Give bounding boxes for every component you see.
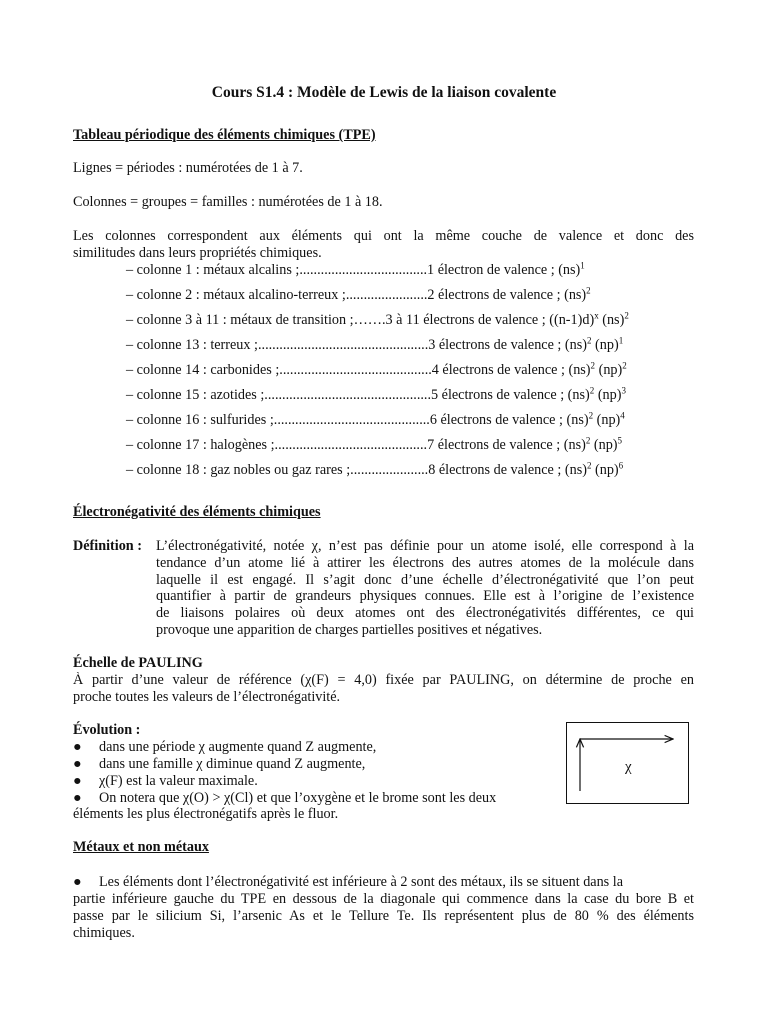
bullet-icon: ● [73,739,82,755]
column-row [126,262,686,279]
column-exponent-2: 1 [618,335,624,346]
evolution-bullet-text: χ(F) est la valeur maximale. [99,773,258,789]
column-row [126,462,686,479]
column-label: – colonne 18 : gaz nobles ou gaz rares ; [126,462,351,478]
column-value-tail: (np) [594,387,622,403]
column-exponent-1: 2 [590,360,596,371]
section-heading-electronegativite: Électronégativité des éléments chimiques [73,504,321,520]
bullet-icon: ● [73,773,82,789]
column-value: 8 électrons de valence ; (ns) [428,462,587,478]
metaux-line-2: partie inférieure gauche du TPE en dessous de la diagonale qui commence dans la case du bore B et [73,891,694,907]
column-row [126,312,686,329]
pauling-line-2: proche toutes les valeurs de l’électronégativité. [73,689,341,705]
bullet-icon: ● [73,756,82,772]
column-label: – colonne 15 : azotides ; [126,387,265,403]
column-row [126,387,686,404]
pauling-line-1: À partir d’une valeur de référence (χ(F) = 4,0) fixée par PAULING, on détermine de proche en [73,672,694,688]
column-label: – colonne 2 : métaux alcalino-terreux ; [126,287,346,303]
column-value-tail: (np) [591,337,619,353]
column-row [126,287,686,304]
column-exponent-2: 2 [622,360,627,371]
metaux-line-1-text: Les éléments dont l’électronégativité est inférieure à 2 sont des métaux, ils se situent dans la [99,874,623,890]
column-value: 3 à 11 électrons de valence ; ((n-1)d) [385,312,595,328]
column-value: 6 électrons de valence ; (ns) [429,412,589,428]
column-dots: ............................................ [273,412,430,428]
column-value-tail: (ns) [598,312,625,328]
column-label: – colonne 16 : sulfurides ; [126,412,274,428]
definition-line: quantifier à partir de grandeurs physiques connues. Elle est à l’origine de l’existence [156,588,694,605]
evolution-bullet-continuation: éléments les plus électronégatifs après le fluor. [73,806,339,822]
evolution-heading: Évolution : [73,722,141,738]
column-exponent-1: 1 [580,260,585,271]
electronegativity-trend-diagram [566,722,689,804]
evolution-bullet [73,790,496,807]
definition-line: laquelle il est engagé. Il s’agit donc d’une échelle d’électronégativité que l’on peut [156,571,694,588]
column-exponent-2: 6 [618,460,624,471]
definition-line: de liaisons polaires où deux atomes ont des électronégativités différentes, ce qui [156,605,694,622]
definition-line: provoque une apparition de charges partielles positives et négatives. [156,622,543,638]
column-value-tail: (np) [591,462,619,478]
column-value: 7 électrons de valence ; (ns) [427,437,586,453]
column-value: 2 électrons de valence ; (ns) [427,287,587,303]
column-value: 5 électrons de valence ; (ns) [431,387,590,403]
column-dots: ........................................... [274,437,428,453]
column-value: 4 électrons de valence ; (ns) [431,362,591,378]
evolution-bullet-text: On notera que χ(O) > χ(Cl) et que l’oxygène et le brome sont les deux [99,790,497,806]
column-row [126,337,686,354]
column-label: – colonne 1 : métaux alcalins ; [126,262,300,278]
definition-label: Définition : [73,538,142,554]
column-dots: .................................... [299,262,428,278]
evolution-bullet-text: dans une famille χ diminue quand Z augmente, [99,756,366,772]
column-exponent-1: 2 [588,410,594,421]
metaux-line-3: passe par le silicium Si, l’arsenic As et le Tellure Te. Ils représentent plus de 80 % des éléments [73,908,694,924]
section-heading-tpe: Tableau périodique des éléments chimiques (TPE) [73,127,376,143]
section-heading-metaux: Métaux et non métaux [73,839,209,855]
column-row [126,437,686,454]
evolution-bullet [73,773,258,790]
column-row [126,362,686,379]
definition-line: L’électronégativité, notée χ, n’est pas définie pour un atome isolé, elle correspond à la [156,538,694,554]
column-dots: ................................................ [257,337,429,353]
column-exponent-1: 2 [586,285,591,296]
column-value: 1 électron de valence ; (ns) [427,262,581,278]
bullet-icon: ● [73,874,82,890]
column-label: – colonne 14 : carbonides ; [126,362,280,378]
evolution-bullet [73,756,365,773]
column-value-tail: (np) [593,412,621,428]
metaux-line-4: chimiques. [73,925,135,941]
column-exponent-1: x [594,310,599,321]
pauling-heading: Échelle de PAULING [73,655,203,671]
column-label: – colonne 13 : terreux ; [126,337,258,353]
column-dots: ....................... [345,287,428,303]
intro-line-2: similitudes dans leurs propriétés chimiques. [73,245,322,261]
column-exponent-2: 5 [617,435,623,446]
column-label: – colonne 3 à 11 : métaux de transition ; [126,312,354,328]
column-dots: ...................... [350,462,429,478]
column-exponent-2: 2 [624,310,629,321]
definition-line: tendance d’un atome lié à attirer les électrons des autres atomes de la molécule dans [156,554,694,571]
column-exponent-1: 2 [589,385,595,396]
lignes-text: Lignes = périodes : numérotées de 1 à 7. [73,160,303,176]
column-exponent-1: 2 [586,460,592,471]
column-exponent-2: 4 [620,410,625,421]
column-exponent-1: 2 [587,335,592,346]
column-dots: ……. [353,312,386,328]
colonnes-text: Colonnes = groupes = familles : numérotées de 1 à 18. [73,194,383,210]
column-value: 3 électrons de valence ; (ns) [428,337,587,353]
evolution-bullet-text: dans une période χ augmente quand Z augmente, [99,739,377,755]
column-exponent-1: 2 [585,435,591,446]
column-row [126,412,686,429]
column-label: – colonne 17 : halogènes ; [126,437,275,453]
page-title: Cours S1.4 : Modèle de Lewis de la liaison covalente [211,84,557,101]
chi-label: χ [625,759,632,775]
metaux-line-1 [73,874,694,891]
column-dots: ............................................... [264,387,431,403]
bullet-icon: ● [73,790,82,806]
evolution-bullet [73,739,376,756]
column-value-tail: (np) [590,437,618,453]
intro-line-1: Les colonnes correspondent aux éléments qui ont la même couche de valence et donc des [73,228,694,244]
column-dots: ........................................... [279,362,432,378]
column-exponent-2: 3 [621,385,626,396]
column-value-tail: (np) [595,362,623,378]
